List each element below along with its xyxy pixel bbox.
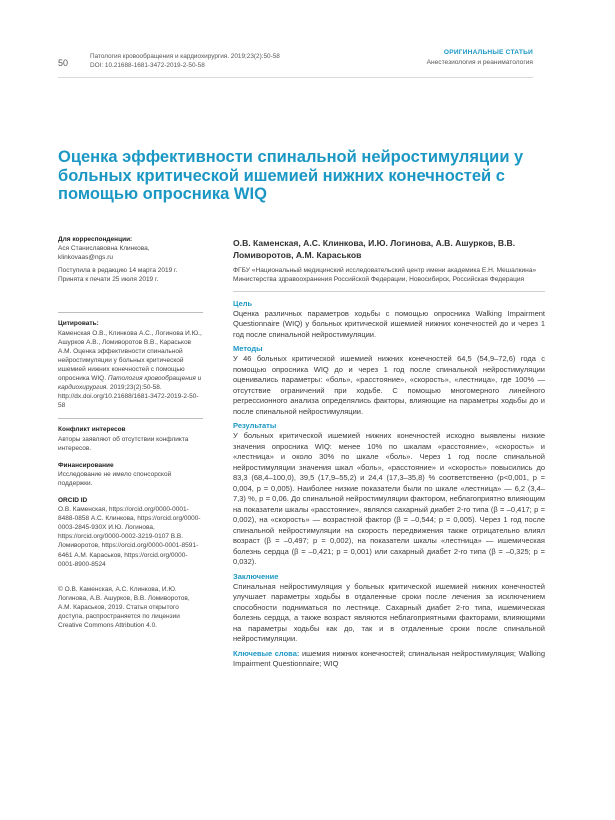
results-heading: Результаты: [233, 421, 277, 431]
journal-citation: Патология кровообращения и кардиохирургия. 2019;23(2):50-58: [90, 53, 280, 60]
affiliation: ФГБУ «Национальный медицинский исследовательский центр имени академика Е.Н. Мешалкина» Министерства здравоохранения Российской Федерации, Новосибирск, Российская Федерация: [233, 267, 537, 283]
divider: [58, 312, 203, 313]
citation-block: [58, 319, 203, 410]
page-number: 50: [58, 58, 69, 68]
orcid-block: [58, 496, 203, 569]
correspondence-email[interactable]: klinkovaas@ngs.ru: [58, 254, 114, 262]
accepted-date: Принята к печати 25 июля 2019 г.: [58, 276, 159, 284]
keywords-text: ишемия нижних конечностей; спинальная нейростимуляция; Walking Impairment Questionnaire; WIQ: [233, 648, 545, 669]
doi: DOI: 10.21688-1681-3472-2019-2-50-58: [90, 62, 205, 69]
author-list: О.В. Каменская, А.С. Клинкова, И.Ю. Логинова, А.В. Ашурков, В.В. Ломиворотов, А.М. Караськов: [233, 238, 516, 260]
goal-heading: Цель: [233, 298, 253, 308]
correspondence-label: Для корреспонденции:: [58, 236, 133, 243]
goal-text: Оценка различных параметров ходьбы с помощью опросника Walking Impairment Questionnaire (WIQ) у больных критической ишемией нижних конечностей до и через 1 год после спинальной нейростимуляции.: [233, 308, 545, 339]
header-divider: [58, 77, 533, 78]
section-header: [427, 48, 533, 67]
funding-label: Финансирование: [58, 461, 114, 469]
correspondence-block: [58, 235, 203, 284]
citation-doi[interactable]: 2019;23(2):50-58. http://dx.doi.org/10.21688/1681-3472-2019-2-50-58: [58, 384, 199, 410]
journal-header: [90, 52, 280, 70]
results-text: У больных критической ишемией нижних конечностей исходно выявлены низкие значения опросника WIQ: менее 10% по шкалам «расстояние», «скорость» и «лестница» и около 30% по шкале «боль». Через 1 год после спинальной нейростимуляции значения шкал «боль», «расстояние» и «скорость» повысились до 83,3 (68,4–100,0), 39,5 (17,9–55,2) и 24,4 (17,3–35,8) % соответственно (p<0,001, p = 0,004, p = 0,005). Наиболее низкие показатели были по шкале «лестница» — 6,2 (3,4–7,3) %, p = 0,06. До спинальной нейростимуляции фактором, неблагоприятно влияющим на показатели шкалы «расстояние», являлся сахарный диабет 2-го типа (β = –0,417; p = 0,002), на «скорость» — возрастной фактор (β = –0,544; p = 0,005). Через 1 год после спинальной нейростимуляции на скорость передвижения также отрицательно влиял возраст (β = –0,497; p = 0,002), на показатели шкалы «лестница» — ишемическая болезнь сердца (β = –0,421; p = 0,001) или сахарный диабет 2-го типа (β = –0,325; p = 0,032).: [233, 431, 545, 567]
correspondence-name: Ася Станиславовна Клинкова,: [58, 245, 150, 253]
citation-label: Цитировать:: [58, 320, 99, 328]
conclusion-heading: Заключение: [233, 571, 279, 581]
copyright-notice: © О.В. Каменская, А.С. Клинкова, И.Ю. Логинова, А.В. Ашурков, В.В. Ломиворотов, А.М. Караськов, 2019. Статья открытого доступа, распространяется по лицензии Creative Commons Attribution 4.0.: [58, 585, 190, 630]
conflict-text: Авторы заявляют об отсутствии конфликта интересов.: [58, 435, 189, 452]
orcid-list[interactable]: О.В. Каменская, https://orcid.org/0000-0001-8488-0858 А.С. Клинкова, https://orcid.org/0000-0003-2845-930X И.Ю. Логинова, https://orcid.org/0000-0002-3219-0107 В.В. Ломиворотов, https://orcid.org/0000-0001-8591-6461 А.М. Караськов, https://orcid.org/0000-0001-8900-8524: [58, 506, 201, 568]
section-label: ОРИГИНАЛЬНЫЕ СТАТЬИ: [443, 49, 533, 56]
methods-heading: Методы: [233, 344, 263, 354]
keywords: [233, 649, 545, 670]
subsection-label: Анестезиология и реаниматология: [426, 58, 533, 66]
methods-text: У 46 больных критической ишемией нижних конечностей 64,5 (54,9–72,6) года с помощью опросника WIQ до и через 1 год после спинальной нейростимуляции оценивались параметры: «боль», «расстояние», «скорость», «лестница», где 100% — отсутствие ограничений при ходьбе. С помощью многомерного линейного регрессионного анализа определялись факторы, влияющие на параметры ходьбы до и после спинальной нейростимуляции.: [233, 354, 545, 416]
received-date: Поступила в редакцию 14 марта 2019 г.: [58, 267, 178, 275]
keywords-label: Ключевые слова:: [233, 648, 300, 658]
citation-journal: Патология кровообращения и кардиохирургия.: [58, 375, 202, 392]
citation-text: [58, 329, 203, 411]
funding-text: Исследование не имело спонсорской поддержки.: [58, 470, 172, 487]
funding-block: [58, 461, 203, 488]
divider: [233, 291, 545, 292]
conclusion-text: Спинальная нейростимуляция у больных критической ишемией нижних конечностей улучшает параметры ходьбы в отдаленные сроки после лечения за исключением способности подниматься по лестнице. Сахарный диабет 2-го типа, ишемическая болезнь сердца, а также возраст являются неблагоприятными факторами, влияющими на параметры ходьбы как до, так и в отдаленные сроки после спинальной нейростимуляции.: [233, 581, 545, 644]
sidebar-info: [58, 235, 203, 630]
orcid-label: ORCID ID: [58, 496, 88, 504]
conflict-block: [58, 425, 203, 452]
divider: [58, 418, 203, 419]
article-title: Оценка эффективности спинальной нейростимуляции у больных критической ишемией нижних конечностей с помощью опросника WIQ: [58, 148, 524, 203]
conflict-label: Конфликт интересов: [58, 426, 126, 434]
abstract-column: [233, 238, 545, 672]
citation-authors-title: Каменская О.В., Клинкова А.С., Логинова И.Ю., Ашурков А.В., Ломиворотов В.В., Караськов А.М. Оценка эффективности спинальной нейростимуляции у больных критической ишемией нижних конечностей с помощью опросника WIQ.: [58, 329, 202, 383]
